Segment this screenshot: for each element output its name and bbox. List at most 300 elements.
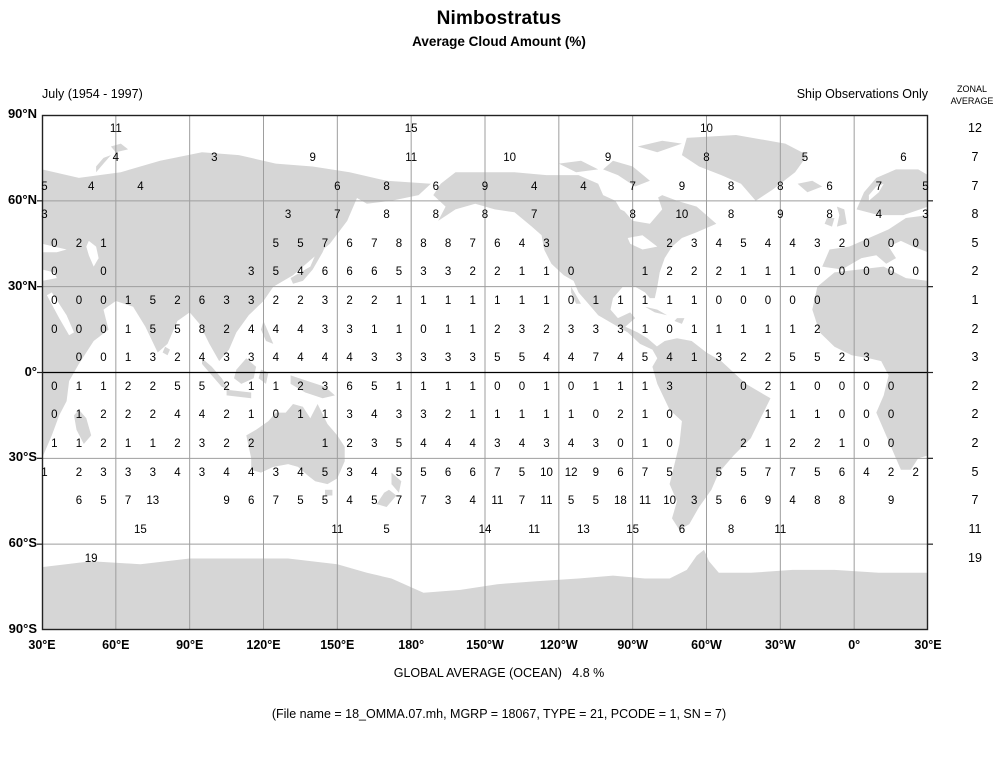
cloud-amount-value: 0 [764, 295, 772, 307]
cloud-amount-value: 1 [41, 466, 48, 479]
cloud-amount-value: 4 [137, 180, 144, 193]
cloud-amount-value: 3 [543, 438, 550, 450]
zonal-average-value: 3 [971, 350, 979, 365]
cloud-amount-value: 0 [592, 409, 599, 422]
cloud-amount-value: 1 [641, 295, 649, 307]
cloud-amount-value: 5 [518, 466, 526, 479]
cloud-amount-value: 3 [371, 352, 378, 365]
cloud-amount-value: 1 [641, 438, 649, 450]
cloud-amount-value: 6 [346, 237, 353, 250]
cloud-amount-value: 10 [663, 495, 676, 508]
cloud-amount-value: 5 [395, 266, 403, 279]
cloud-amount-value: 1 [740, 266, 747, 279]
cloud-amount-value: 2 [838, 237, 846, 250]
cloud-amount-value: 1 [444, 295, 452, 307]
cloud-amount-value: 1 [567, 409, 575, 422]
cloud-amount-value: 5 [272, 237, 279, 250]
cloud-amount-value: 5 [100, 495, 107, 508]
cloud-amount-value: 2 [494, 266, 501, 279]
cloud-amount-value: 3 [494, 438, 501, 450]
cloud-amount-value: 4 [764, 237, 772, 250]
cloud-amount-value: 5 [395, 438, 403, 450]
cloud-amount-value: 0 [863, 380, 870, 393]
cloud-amount-value: 0 [100, 323, 107, 336]
zonal-average-value: 5 [971, 235, 979, 250]
cloud-amount-value: 6 [617, 466, 624, 479]
lon-tick-label: 30°E [914, 638, 942, 652]
cloud-amount-value: 7 [530, 209, 538, 222]
cloud-amount-value: 0 [51, 295, 58, 307]
cloud-amount-value: 3 [247, 295, 255, 307]
cloud-amount-value: 1 [518, 409, 526, 422]
land-scandinavia [857, 169, 928, 215]
cloud-amount-value: 2 [666, 237, 673, 250]
cloud-amount-value: 7 [789, 466, 796, 479]
cloud-amount-value: 5 [641, 352, 649, 365]
cloud-amount-value: 3 [469, 352, 476, 365]
cloud-amount-value: 2 [174, 352, 181, 365]
cloud-amount-value: 6 [900, 151, 907, 164]
cloud-amount-value: 1 [272, 380, 279, 393]
zonal-average-value: 2 [971, 321, 979, 336]
cloud-amount-value: 8 [420, 237, 427, 250]
cloud-amount-value: 4 [518, 237, 526, 250]
cloud-amount-value: 4 [469, 495, 476, 508]
cloud-amount-value: 3 [321, 295, 329, 307]
zonal-average-value: 7 [971, 149, 979, 164]
cloud-amount-value: 2 [715, 266, 722, 279]
lon-tick-label: 90°E [176, 638, 204, 652]
cloud-amount-value: 1 [690, 295, 698, 307]
cloud-amount-value: 2 [100, 409, 107, 422]
cloud-amount-value: 3 [149, 352, 156, 365]
cloud-amount-value: 5 [740, 237, 747, 250]
cloud-amount-value: 3 [198, 438, 206, 450]
cloud-amount-value: 5 [420, 466, 427, 479]
cloud-amount-value: 1 [395, 323, 403, 336]
cloud-amount-value: 2 [124, 380, 132, 393]
land-cuba [645, 307, 667, 316]
lon-tick-label: 60°W [691, 638, 722, 652]
cloud-amount-value: 0 [715, 295, 722, 307]
cloud-amount-value: 2 [814, 438, 821, 450]
cloud-amount-value: 3 [420, 266, 427, 279]
cloud-amount-value: 0 [814, 380, 821, 393]
cloud-amount-value: 4 [297, 323, 304, 336]
cloud-amount-value: 3 [284, 209, 292, 222]
cloud-amount-value: 5 [371, 380, 378, 393]
lat-tick-label: 90°S [8, 621, 37, 636]
cloud-amount-value: 8 [383, 209, 390, 222]
cloud-amount-value: 1 [321, 438, 329, 450]
land-hispaniola [675, 318, 685, 324]
cloud-amount-value: 3 [666, 380, 673, 393]
cloud-amount-value: 4 [297, 266, 304, 279]
cloud-amount-value: 3 [543, 237, 550, 250]
cloud-amount-value: 8 [395, 237, 403, 250]
cloud-amount-value: 4 [272, 323, 279, 336]
cloud-amount-value: 7 [124, 495, 132, 508]
cloud-amount-value: 0 [666, 323, 673, 336]
cloud-amount-value: 7 [764, 466, 772, 479]
cloud-amount-value: 3 [198, 466, 206, 479]
cloud-amount-value: 7 [641, 466, 649, 479]
cloud-amount-value: 0 [863, 438, 870, 450]
cloud-amount-value: 1 [740, 323, 747, 336]
lon-tick-label: 0° [848, 638, 861, 652]
cloud-amount-value: 5 [272, 266, 279, 279]
cloud-amount-value: 4 [567, 438, 575, 450]
cloud-amount-value: 4 [247, 323, 255, 336]
page-subtitle: Average Cloud Amount (%) [412, 34, 586, 49]
cloud-amount-value: 8 [481, 209, 489, 222]
cloud-amount-value: 3 [690, 237, 698, 250]
cloud-amount-value: 5 [592, 495, 599, 508]
lon-tick-label: 150°W [466, 638, 504, 652]
cloud-amount-value: 2 [494, 323, 501, 336]
cloud-amount-value: 8 [814, 495, 821, 508]
cloud-amount-value: 1 [789, 380, 796, 393]
cloud-amount-value: 7 [629, 180, 636, 193]
cloud-amount-value: 0 [912, 237, 919, 250]
cloud-amount-value: 7 [321, 237, 329, 250]
cloud-amount-value: 10 [675, 209, 689, 222]
cloud-amount-value: 1 [518, 295, 526, 307]
cloud-amount-value: 4 [617, 352, 624, 365]
cloud-amount-value: 6 [247, 495, 255, 508]
cloud-amount-value: 1 [690, 323, 698, 336]
cloud-amount-value: 8 [727, 180, 735, 193]
cloud-amount-value: 9 [887, 495, 895, 508]
cloud-amount-value: 1 [543, 380, 550, 393]
cloud-amount-value: 1 [297, 409, 304, 422]
cloud-amount-value: 5 [149, 295, 156, 307]
cloud-amount-value: 2 [740, 438, 747, 450]
land-iceland [798, 181, 823, 193]
cloud-amount-value: 3 [223, 295, 230, 307]
cloud-amount-value: 5 [715, 466, 722, 479]
cloud-amount-value: 1 [543, 295, 550, 307]
cloud-amount-value: 2 [297, 295, 304, 307]
zonal-average-value: 8 [971, 207, 979, 222]
cloud-amount-value: 1 [100, 237, 107, 250]
cloud-amount-value: 7 [371, 237, 378, 250]
cloud-amount-value: 0 [617, 438, 624, 450]
cloud-amount-value: 4 [580, 180, 587, 193]
cloud-amount-value: 0 [740, 295, 747, 307]
cloud-amount-value: 8 [432, 209, 439, 222]
cloud-amount-value: 2 [469, 266, 476, 279]
cloud-amount-value: 8 [777, 180, 784, 193]
cloud-amount-value: 0 [863, 409, 870, 422]
cloud-amount-value: 2 [371, 295, 378, 307]
cloud-amount-value: 18 [613, 495, 627, 508]
cloud-amount-value: 6 [444, 466, 452, 479]
cloud-amount-value: 2 [346, 295, 353, 307]
land-sri-lanka [163, 347, 170, 356]
cloud-amount-value: 1 [444, 380, 452, 393]
cloud-amount-value: 3 [420, 352, 427, 365]
cloud-amount-value: 0 [567, 295, 575, 307]
cloud-amount-value: 1 [321, 409, 329, 422]
cloud-amount-value: 6 [371, 266, 378, 279]
cloud-amount-value: 2 [764, 380, 772, 393]
land-africa-west [812, 267, 928, 470]
cloud-amount-value: 4 [371, 409, 378, 422]
cloud-amount-value: 2 [666, 266, 673, 279]
cloud-amount-value: 2 [272, 295, 279, 307]
cloud-amount-value: 0 [75, 352, 83, 365]
cloud-amount-value: 11 [405, 151, 418, 164]
zonal-average-value: 2 [971, 264, 979, 279]
cloud-amount-value: 1 [666, 295, 673, 307]
cloud-amount-value: 4 [875, 209, 882, 222]
lon-tick-label: 120°E [246, 638, 281, 652]
cloud-amount-value: 4 [346, 495, 353, 508]
lat-tick-label: 30°N [7, 277, 37, 293]
cloud-amount-value: 3 [272, 466, 279, 479]
cloud-amount-value: 11 [774, 523, 787, 536]
cloud-amount-value: 1 [420, 380, 427, 393]
cloud-amount-value: 4 [567, 352, 575, 365]
cloud-amount-value: 1 [149, 438, 156, 450]
cloud-amount-value: 1 [764, 409, 772, 422]
cloud-amount-value: 4 [321, 352, 329, 365]
cloud-amount-value: 1 [51, 438, 58, 450]
cloud-amount-value: 3 [211, 151, 218, 164]
cloud-amount-value: 3 [922, 209, 929, 222]
cloud-amount-value: 5 [814, 352, 821, 365]
source-label: Ship Observations Only [796, 87, 928, 101]
cloud-amount-value: 8 [383, 180, 390, 193]
cloud-amount-value: 1 [494, 295, 501, 307]
cloud-amount-value: 4 [198, 409, 206, 422]
cloud-amount-value: 5 [801, 151, 809, 164]
cloud-amount-value: 1 [789, 409, 796, 422]
cloud-amount-value: 4 [543, 352, 550, 365]
cloud-amount-value: 2 [223, 380, 230, 393]
cloud-amount-value: 4 [469, 438, 476, 450]
cloud-amount-value: 3 [420, 409, 427, 422]
land-philippines [261, 321, 273, 344]
cloud-amount-value: 5 [297, 237, 304, 250]
zonal-average-header-line1: ZONAL [956, 84, 987, 94]
zonal-average-header-line2: AVERAGE [950, 95, 994, 106]
zonal-average-value: 1 [971, 293, 979, 307]
cloud-amount-value: 0 [814, 295, 821, 307]
land-novaya-zemlya [96, 155, 111, 172]
cloud-amount-value: 4 [789, 495, 796, 508]
cloud-amount-value: 2 [174, 295, 181, 307]
cloud-amount-value: 6 [838, 466, 846, 479]
cloud-amount-value: 1 [641, 409, 649, 422]
cloud-amount-value: 3 [592, 438, 599, 450]
cloud-amount-value: 8 [727, 209, 735, 222]
cloud-amount-value: 6 [432, 180, 439, 193]
cloud-amount-value: 2 [740, 352, 747, 365]
cloud-amount-value: 11 [540, 495, 553, 508]
cloud-amount-value: 3 [223, 352, 230, 365]
cloud-amount-value: 1 [814, 409, 821, 422]
cloud-amount-value: 3 [518, 323, 526, 336]
zonal-average-value: 19 [968, 550, 982, 565]
cloud-amount-value: 3 [124, 466, 132, 479]
cloud-amount-value: 2 [814, 323, 821, 336]
cloud-amount-value: 2 [124, 409, 132, 422]
cloud-amount-value: 4 [174, 466, 181, 479]
cloud-amount-value: 1 [617, 380, 624, 393]
cloud-amount-value: 4 [297, 352, 304, 365]
cloud-amount-value: 13 [146, 495, 160, 508]
cloud-amount-value: 4 [666, 352, 673, 365]
cloud-amount-value: 2 [444, 409, 452, 422]
cloud-amount-value: 1 [764, 323, 772, 336]
cloud-amount-value: 5 [789, 352, 796, 365]
cloud-amount-value: 8 [727, 523, 735, 536]
cloud-amount-value: 1 [124, 295, 132, 307]
cloud-amount-value: 10 [700, 123, 713, 136]
cloud-amount-value: 1 [420, 295, 427, 307]
cloud-amount-value: 4 [247, 466, 255, 479]
cloud-amount-value: 5 [518, 352, 526, 365]
cloud-amount-value: 1 [124, 323, 132, 336]
cloud-amount-value: 5 [321, 495, 329, 508]
cloud-amount-value: 4 [863, 466, 870, 479]
cloud-amount-value: 4 [198, 352, 206, 365]
cloud-amount-value: 5 [174, 380, 181, 393]
cloud-amount-value: 1 [543, 409, 550, 422]
cloud-amount-value: 0 [567, 380, 575, 393]
cloud-amount-value: 3 [346, 466, 353, 479]
cloud-amount-value: 1 [592, 380, 599, 393]
cloud-amount-value: 5 [149, 323, 156, 336]
cloud-amount-value: 3 [346, 409, 353, 422]
cloud-amount-value: 2 [223, 438, 230, 450]
cloud-amount-value: 15 [626, 523, 640, 536]
cloud-amount-value: 0 [887, 266, 895, 279]
cloud-amount-value: 0 [666, 409, 673, 422]
cloud-amount-value: 1 [764, 266, 772, 279]
cloud-amount-value: 10 [503, 151, 516, 164]
cloud-amount-value: 2 [690, 266, 698, 279]
cloud-amount-value: 3 [444, 352, 452, 365]
cloud-amount-value: 11 [639, 495, 651, 508]
land-ellesmere [638, 141, 682, 152]
cloud-amount-value: 4 [346, 352, 353, 365]
cloud-amount-value: 9 [678, 180, 686, 193]
cloud-amount-value: 6 [494, 237, 501, 250]
cloud-amount-value: 2 [75, 237, 83, 250]
cloud-amount-value: 19 [84, 552, 98, 565]
cloud-amount-value: 9 [223, 495, 230, 508]
cloud-amount-value: 0 [51, 409, 58, 422]
file-info-label: (File name = 18_OMMA.07.mh, MGRP = 18067, TYPE = 21, PCODE = 1, SN = 7) [271, 707, 727, 721]
cloud-amount-value: 1 [371, 323, 378, 336]
cloud-amount-value: 1 [617, 295, 624, 307]
cloud-amount-value: 5 [666, 466, 673, 479]
zonal-average-value: 12 [968, 121, 982, 136]
cloud-amount-value: 11 [109, 123, 122, 136]
cloud-amount-value: 3 [149, 466, 156, 479]
cloud-amount-value: 1 [838, 438, 846, 450]
world-map [42, 115, 928, 630]
lon-tick-label: 90°W [617, 638, 649, 652]
cloud-amount-value: 0 [887, 438, 895, 450]
cloud-amount-value: 2 [346, 438, 353, 450]
cloud-amount-value: 1 [124, 352, 132, 365]
cloud-amount-value: 11 [528, 523, 541, 536]
cloud-amount-value: 6 [346, 380, 353, 393]
land-australia [246, 404, 344, 484]
cloud-amount-value: 3 [321, 323, 329, 336]
cloud-amount-value: 2 [887, 466, 895, 479]
cloud-amount-value: 2 [223, 409, 230, 422]
cloud-amount-value: 0 [272, 409, 279, 422]
cloud-amount-value: 3 [690, 495, 698, 508]
cloud-amount-value: 5 [383, 523, 390, 536]
cloud-amount-value: 0 [567, 266, 575, 279]
cloud-amount-value: 1 [469, 323, 476, 336]
cloud-amount-value: 5 [41, 180, 48, 193]
cloud-amount-value: 13 [576, 523, 590, 536]
cloud-amount-value: 12 [564, 466, 578, 479]
cloud-amount-value: 2 [149, 409, 156, 422]
lon-tick-label: 180° [398, 638, 425, 652]
lon-tick-label: 120°W [539, 638, 578, 652]
cloud-amount-value: 11 [491, 495, 504, 508]
cloud-amount-value: 7 [494, 466, 501, 479]
cloud-amount-value: 0 [912, 266, 919, 279]
cloud-amount-value: 3 [371, 438, 378, 450]
cloud-amount-value: 0 [887, 237, 895, 250]
cloud-amount-value: 1 [690, 352, 698, 365]
cloud-amount-value: 5 [494, 352, 501, 365]
cloud-amount-value: 3 [814, 237, 821, 250]
cloud-amount-value: 9 [592, 466, 599, 479]
cloud-amount-value: 1 [641, 323, 649, 336]
cloud-amount-value: 3 [444, 495, 452, 508]
cloud-amount-value: 3 [395, 409, 403, 422]
cloud-amount-value: 3 [567, 323, 575, 336]
cloud-amount-value: 9 [309, 151, 316, 164]
cloud-amount-value: 0 [420, 323, 427, 336]
cloud-amount-value: 7 [272, 495, 279, 508]
cloud-amount-value: 6 [334, 180, 341, 193]
cloud-amount-value: 4 [715, 237, 722, 250]
cloud-amount-value: 8 [198, 323, 206, 336]
lat-tick-label: 60°N [7, 191, 37, 207]
zonal-average-value: 7 [971, 493, 979, 508]
cloud-amount-value: 5 [922, 180, 929, 193]
cloud-amount-value: 3 [321, 380, 329, 393]
cloud-amount-value: 8 [826, 209, 833, 222]
land-baffin [603, 161, 650, 187]
cloud-amount-value: 6 [75, 495, 83, 508]
cloud-amount-value: 15 [133, 523, 147, 536]
cloud-amount-value: 1 [592, 295, 599, 307]
cloud-amount-value: 0 [863, 266, 870, 279]
cloud-amount-value: 7 [395, 495, 403, 508]
cloud-amount-value: 0 [814, 266, 821, 279]
cloud-amount-value: 6 [826, 180, 833, 193]
cloud-amount-value: 2 [75, 466, 83, 479]
cloud-amount-value: 0 [838, 266, 846, 279]
cloud-amount-value: 7 [420, 495, 427, 508]
cloud-amount-value: 1 [764, 438, 772, 450]
land-greenland [682, 135, 808, 201]
cloud-amount-value: 0 [51, 266, 58, 279]
cloud-amount-value: 2 [297, 380, 304, 393]
